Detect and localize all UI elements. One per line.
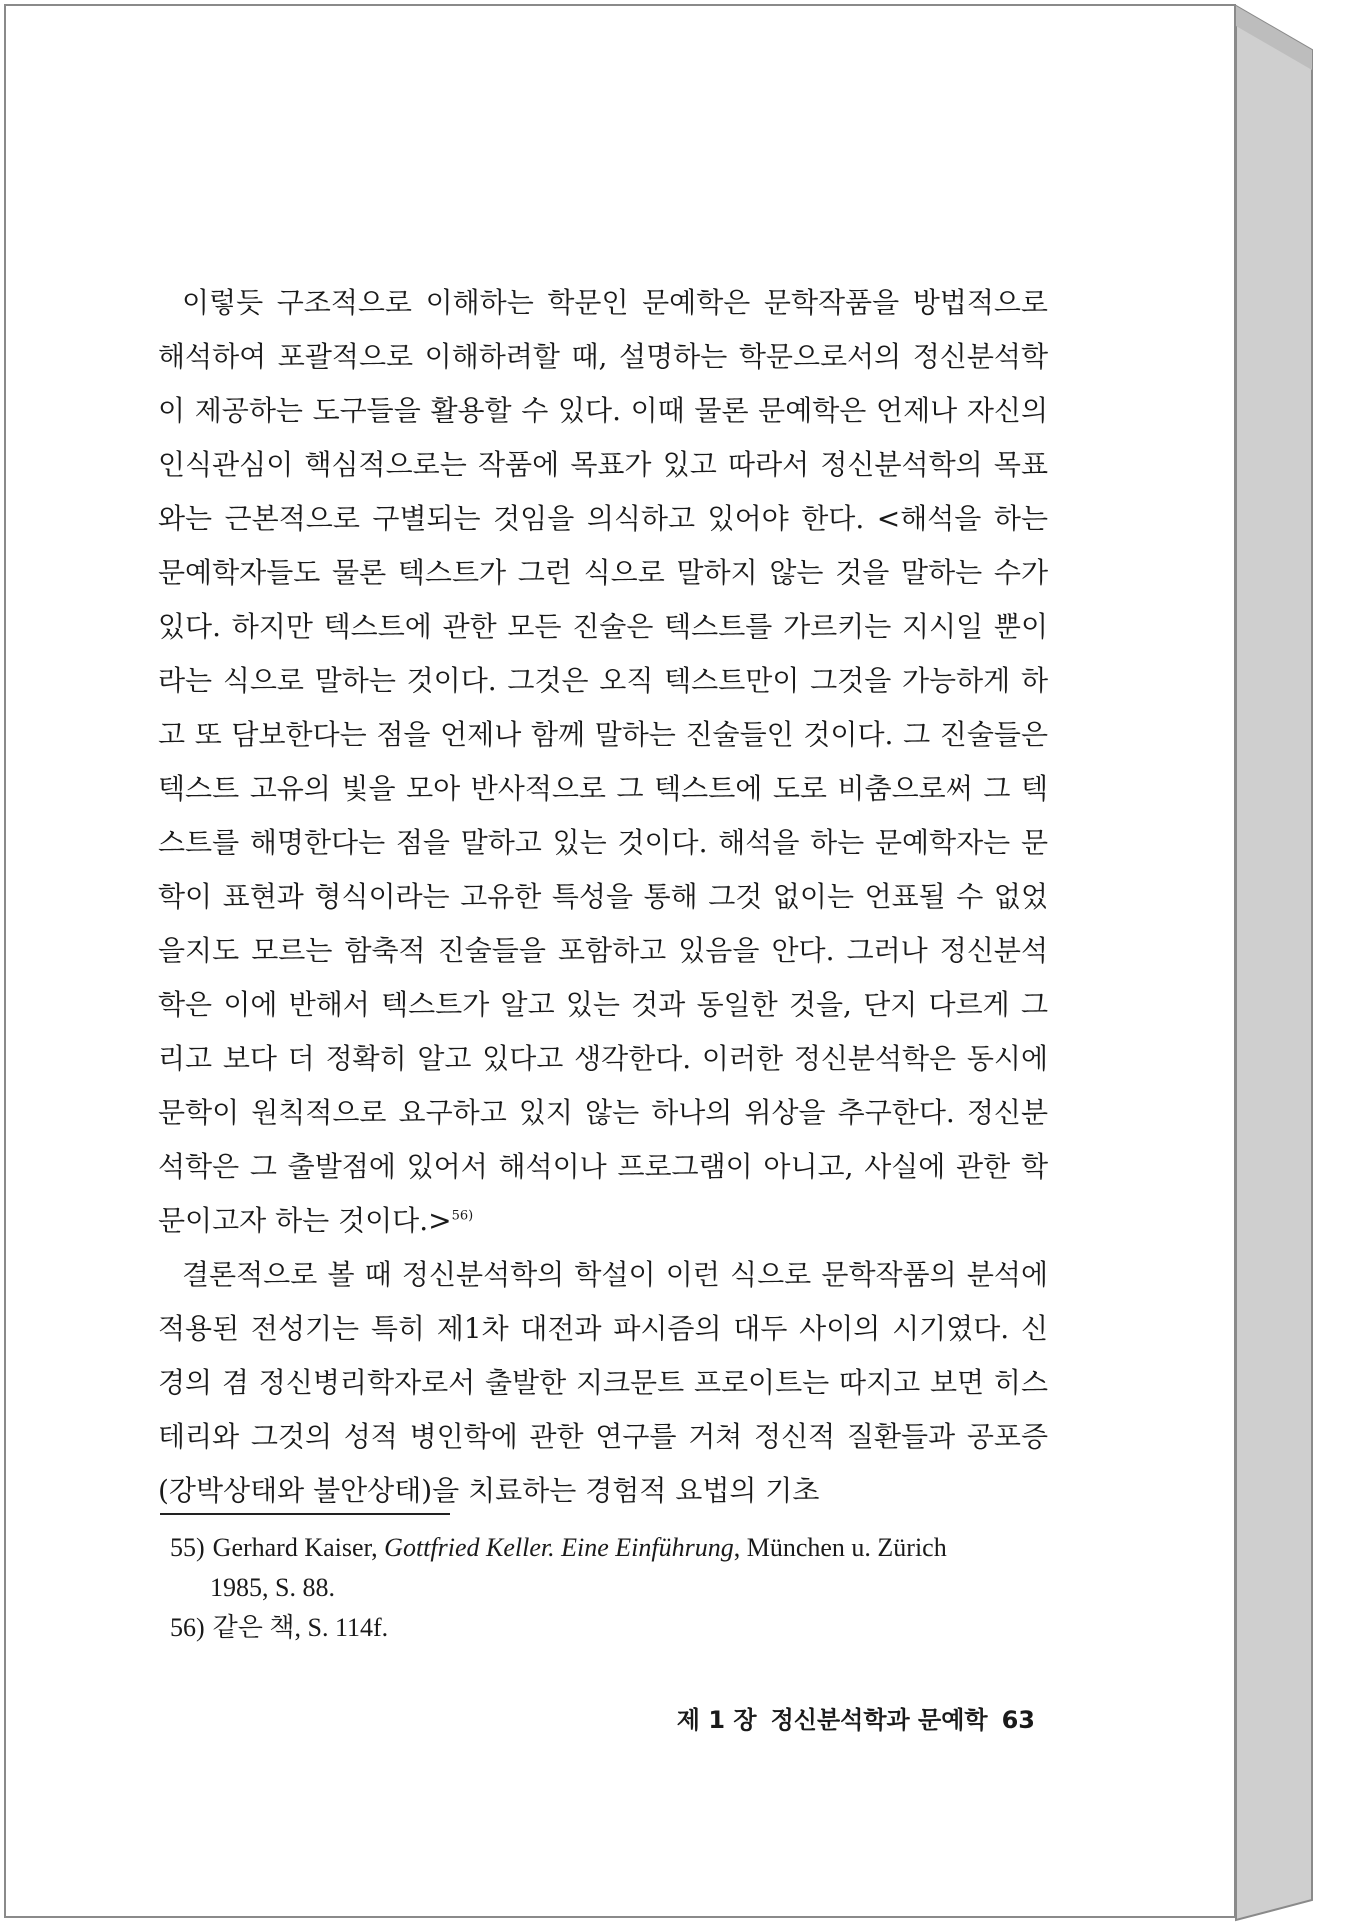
footnote-56-text: 같은 책, S. 114f. [212, 1613, 389, 1642]
footnote-55 [170, 1528, 1045, 1568]
page-number: 63 [1001, 1706, 1035, 1734]
footer-chapter: 제 1 장 [676, 1706, 757, 1734]
footnote-55-author: Gerhard Kaiser, [212, 1533, 385, 1562]
footnote-56-number: 56) [170, 1613, 205, 1642]
paragraph-2-text: 결론적으로 볼 때 정신분석학의 학설이 이런 식으로 문학작품의 분석에 적용된 전성기는 특히 제1차 대전과 파시즘의 대두 사이의 시기였다. 신경의 겸 정신병리학자로서 출발한 지크문트 프로이트는 따지고 보면 히스테리와 그것의 성적 병인학에 관한 연구를 거쳐 정신적 질환들과 공포증(강박상태와 불안상태)을 치료하는 경험적 요법의 기초 [158, 1258, 1048, 1507]
footnote-55-publisher: , München u. Zürich [733, 1533, 947, 1562]
footnote-55-continuation: 1985, S. 88. [210, 1573, 335, 1602]
paragraph-1-text: 이렇듯 구조적으로 이해하는 학문인 문예학은 문학작품을 방법적으로 해석하여 포괄적으로 이해하려할 때, 설명하는 학문으로서의 정신분석학이 제공하는 도구들을 활용할 수 있다. 이때 물론 문예학은 언제나 자신의 인식관심이 핵심적으로는 작품에 목표가 있고 따라서 정신분석학의 목표와는 근본적으로 구별되는 것임을 의식하고 있어야 한다. <해석을 하는 문예학자들도 물론 텍스트가 그런 식으로 말하지 않는 것을 말하는 수가 있다. 하지만 텍스트에 관한 모든 진술은 텍스트를 가르키는 지시일 뿐이라는 식으로 말하는 것이다. 그것은 오직 텍스트만이 그것을 가능하게 하고 또 담보한다는 점을 언제나 함께 말하는 진술들인 것이다. 그 진술들은 텍스트 고유의 빛을 모아 반사적으로 그 텍스트에 도로 비춤으로써 그 텍스트를 해명한다는 점을 말하고 있는 것이다. 해석을 하는 문예학자는 문학이 표현과 형식이라는 고유한 특성을 통해 그것 없이는 언표될 수 없었을지도 모르는 함축적 진술들을 포함하고 있음을 안다. 그러나 정신분석학은 이에 반해서 텍스트가 알고 있는 것과 동일한 것을, 단지 다르게 그리고 보다 더 정확히 알고 있다고 생각한다. 이러한 정신분석학은 동시에 문학이 원칙적으로 요구하고 있지 않는 하나의 위상을 추구한다. 정신분석학은 그 출발점에 있어서 해석이나 프로그램이 아니고, 사실에 관한 학문이고자 하는 것이다.> [158, 286, 1048, 1237]
footnote-ref-56: 56) [451, 1208, 474, 1224]
footer-title: 정신분석학과 문예학 [770, 1706, 988, 1734]
footnotes [170, 1528, 1045, 1648]
paragraph-2 [158, 1248, 1048, 1518]
paragraph-1 [158, 276, 1048, 1248]
running-footer [663, 1700, 1035, 1735]
footnote-55-number: 55) [170, 1533, 205, 1562]
footnote-divider [160, 1513, 450, 1515]
footnote-55-title: Gottfried Keller. Eine Einführung [384, 1533, 734, 1562]
body-text [158, 276, 1048, 1518]
footnote-56 [170, 1608, 1045, 1648]
